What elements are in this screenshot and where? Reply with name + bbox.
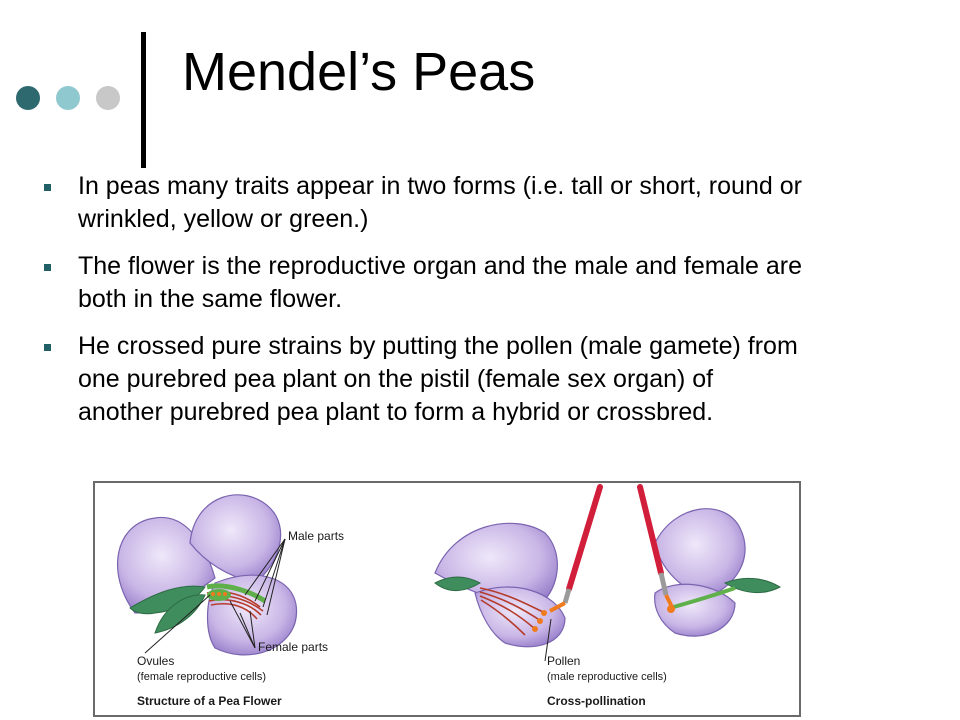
label-pollen-note: (male reproductive cells) (547, 671, 667, 683)
bullet-marker (44, 344, 51, 351)
flower-structure-drawing (118, 495, 297, 655)
dot-dark (16, 86, 40, 110)
bullet-text: He crossed pure strains by putting the pollen (male gamete) from one purebred pea plant on the pistil (female sex organ) of another purebred pea plant to form a hybrid or crossbred. (78, 332, 798, 426)
bullet-text: In peas many traits appear in two forms (i.e. tall or short, round or wrinkled, yellow or green.) (78, 172, 802, 233)
paintbrush-left (550, 487, 600, 611)
bullet-list (44, 170, 804, 443)
label-ovules-note: (female reproductive cells) (137, 671, 266, 683)
caption-cross-pollination: Cross-pollination (547, 694, 646, 708)
bullet-item (44, 170, 804, 236)
cross-pollination-drawing-left-flower (435, 523, 565, 646)
pea-flower-figure (93, 481, 801, 717)
label-male-parts: Male parts (288, 529, 345, 543)
cross-pollination-drawing-right-flower (655, 509, 780, 636)
bullet-text: The flower is the reproductive organ and the male and female are both in the same flower. (78, 252, 803, 313)
bullet-marker (44, 184, 51, 191)
title-divider (141, 32, 146, 168)
bullet-item (44, 250, 804, 316)
bullet-item (44, 330, 804, 429)
label-female-parts: Female parts (258, 640, 329, 654)
bullet-marker (44, 264, 51, 271)
label-ovules: Ovules (137, 654, 175, 668)
dot-gray (96, 86, 120, 110)
label-pollen: Pollen (547, 654, 581, 668)
dot-light (56, 86, 80, 110)
caption-structure: Structure of a Pea Flower (137, 694, 282, 708)
slide-title: Mendel’s Peas (182, 42, 536, 102)
decorative-dots (16, 86, 126, 116)
pea-flower-illustration (95, 483, 801, 717)
